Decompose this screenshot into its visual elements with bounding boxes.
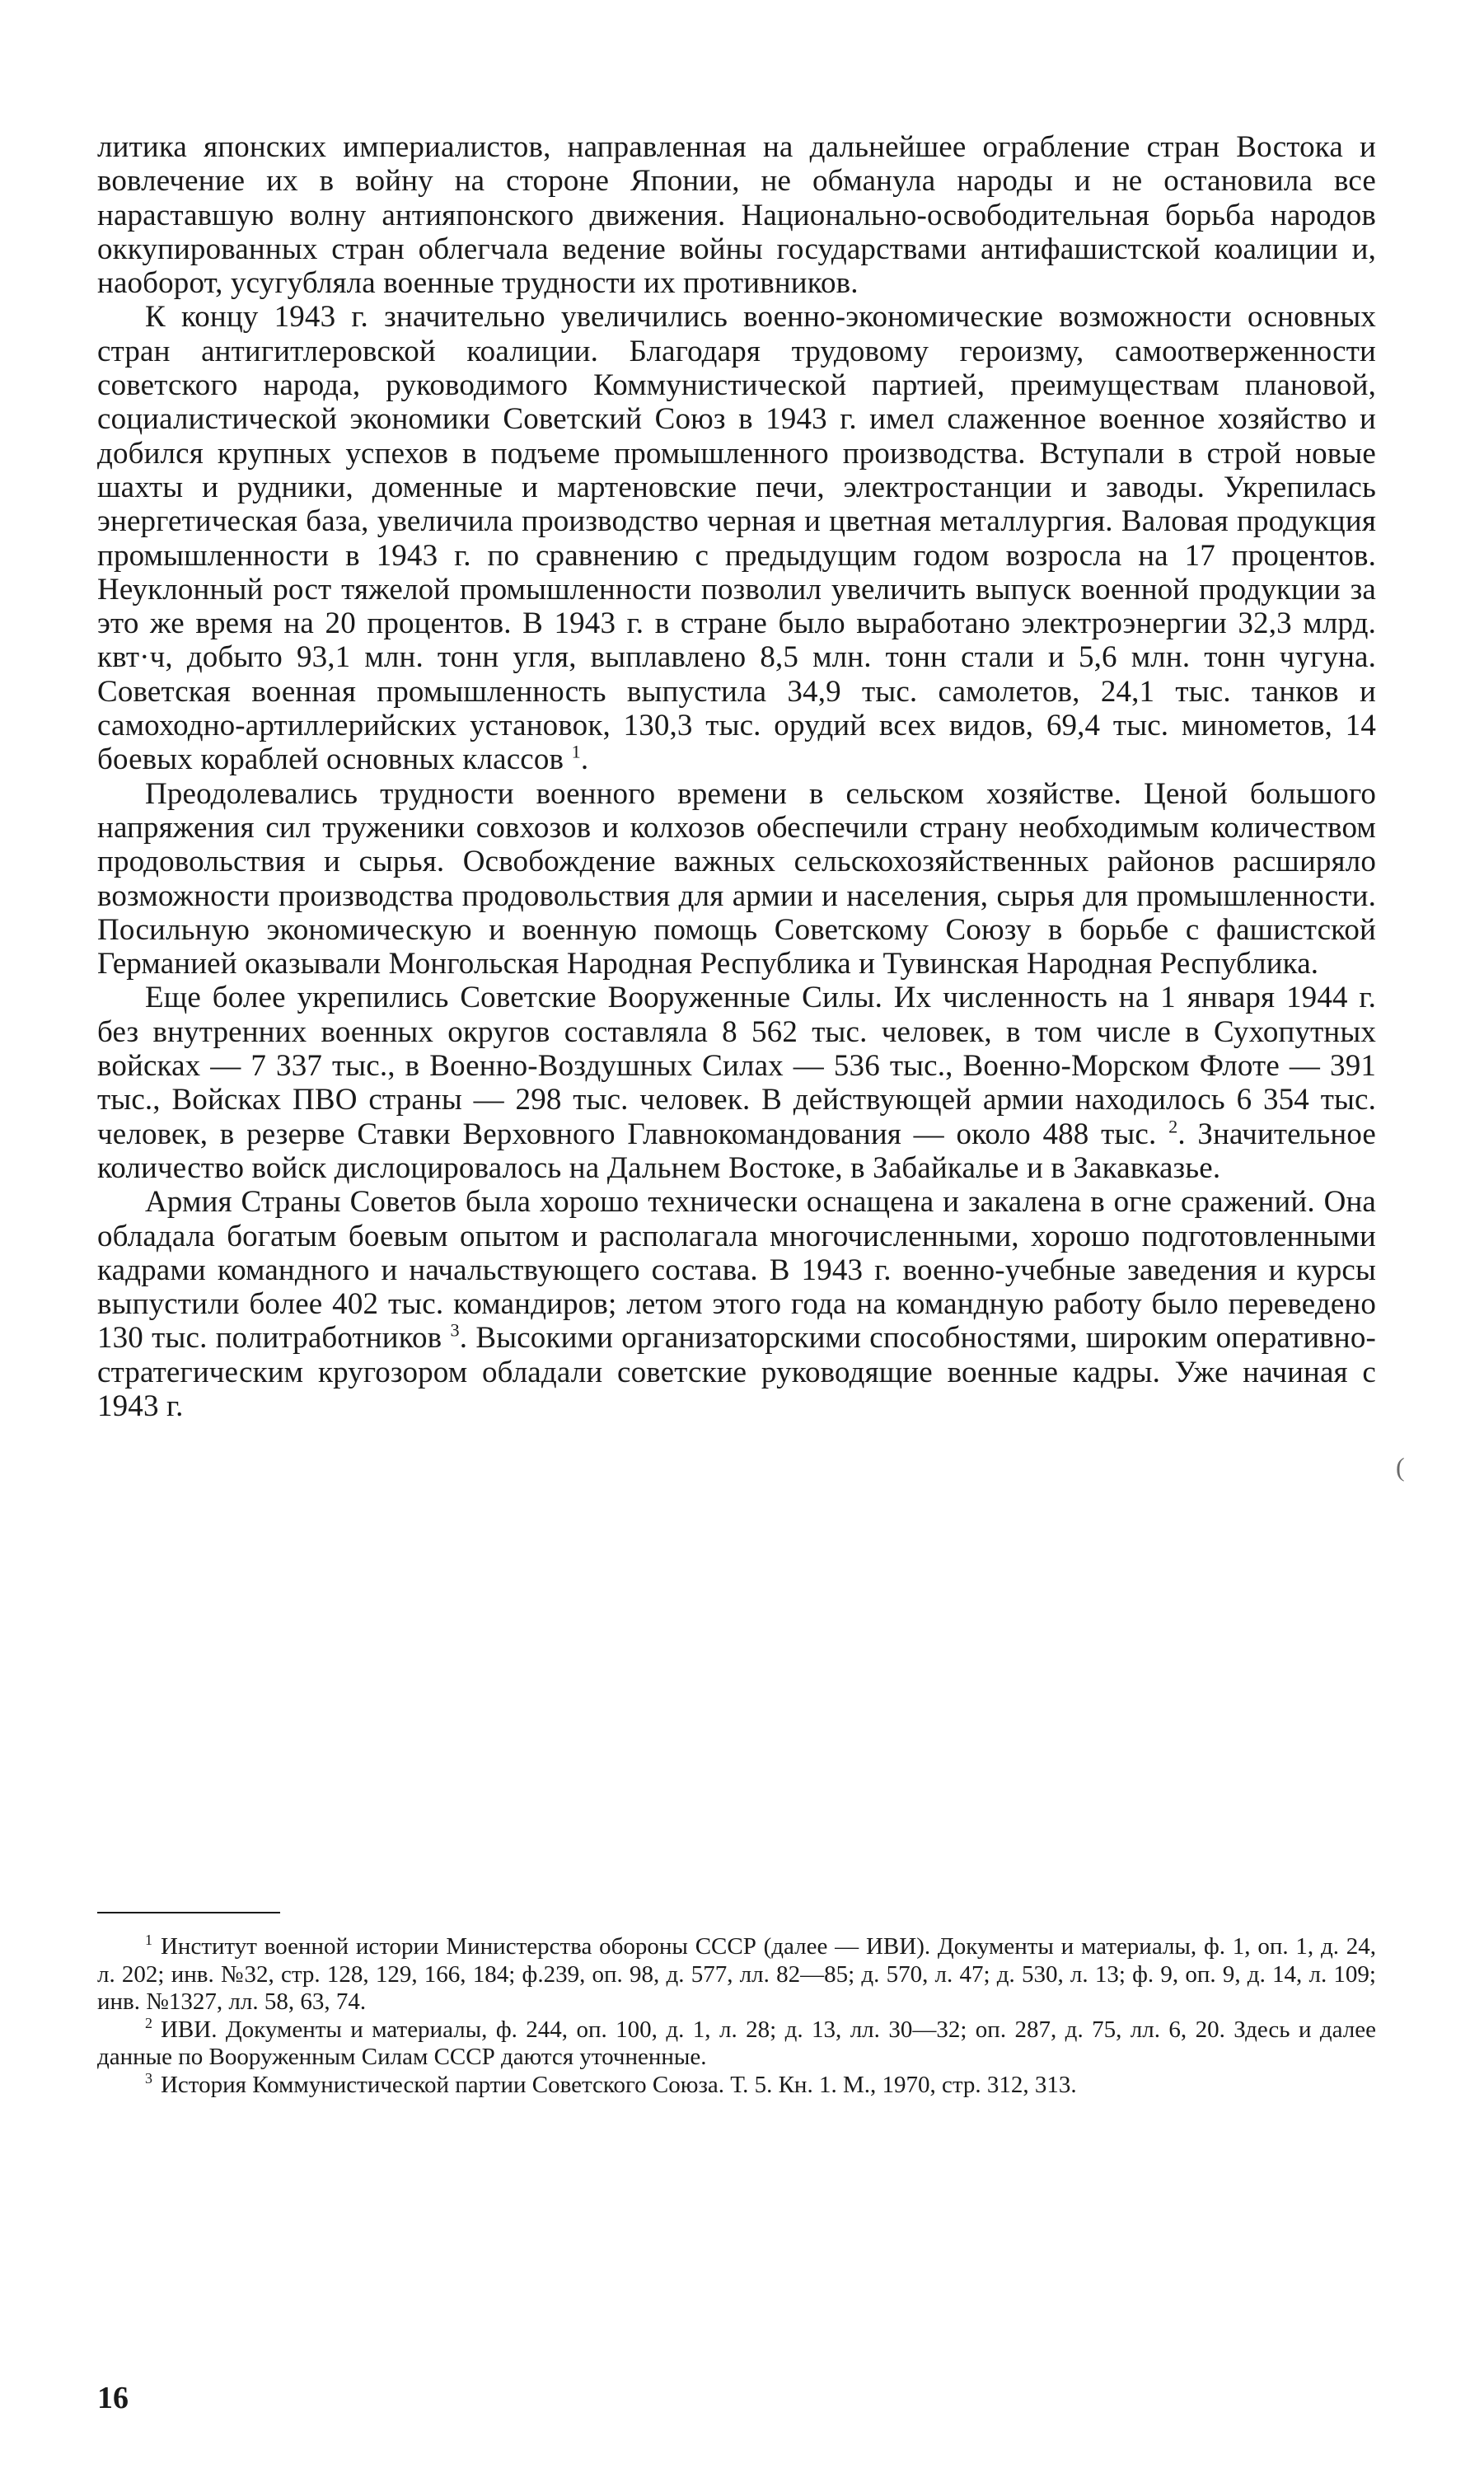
paragraph-1 [97, 130, 1376, 300]
main-text [97, 130, 1376, 1423]
footnote-2 [97, 2016, 1376, 2072]
footnote-reference: 2 [1168, 1116, 1178, 1137]
paragraph-2 [97, 300, 1376, 776]
paragraph-text: К концу 1943 г. значительно увеличились военно-экономические возможности основных стран антигитлеровской коалиции. Благодаря трудовому героизму, самоотверженности советского народа, руководимого Коммунистической партией, преимуществам плановой, социалистической экономики Советский Союз в 1943 г. имел слаженное военное хозяйство и добился крупных успехов в подъеме промышленного производства. Вступали в строй новые шахты и рудники, доменные и мартеновские печи, электростанции и заводы. Укрепилась энергетическая база, увеличила производство черная и цветная металлургия. Валовая продукция промышленности в 1943 г. по сравнению с предыдущим годом возросла на 17 процентов. Неуклонный рост тяжелой промышленности позволил увеличить выпуск военной продукции за это же время на 20 процентов. В 1943 г. в стране было выработано электроэнергии 32,3 млрд. квт·ч, добыто 93,1 млн. тонн угля, выплавлено 8,5 млн. тонн стали и 5,6 млн. тонн чугуна. Советская военная промышленность выпустила 34,9 тыс. самолетов, 24,1 тыс. танков и самоходно-артиллерийских установок, 130,3 тыс. орудий всех видов, 69,4 тыс. минометов, 14 боевых кораблей основных классов [97, 300, 1376, 777]
paragraph-3 [97, 777, 1376, 981]
footnote-text: История Коммунистической партии Советского Союза. Т. 5. Кн. 1. М., 1970, стр. 312, 313. [160, 2071, 1077, 2098]
footnote-reference: 1 [571, 742, 581, 763]
footnote-reference: 3 [450, 1320, 460, 1342]
paragraph-text: литика японских империалистов, направленная на дальнейшее ограбление стран Востока и вовлечение их в войну на стороне Японии, не обманула народы и не остановила все нараставшую волну антияпонского движения. Национально-освободительная борьба народов оккупированных стран облегчала ведение войны государствами антифашистской коалиции и, наоборот, усугубляла военные трудности их противников. [97, 130, 1376, 301]
paragraph-text: Еще более укрепились Советские Вооруженные Силы. Их численность на 1 января 1944 г. без внутренних военных округов составляла 8 562 тыс. человек, в том числе в Сухопутных войсках — 7 337 тыс., в Военно-Воздушных Силах — 536 тыс., Военно-Морском Флоте — 391 тыс., Войсках ПВО страны — 298 тыс. человек. В действующей армии находилось 6 354 тыс. человек, в резерве Ставки Верховного Главнокомандования — около 488 тыс. [97, 981, 1376, 1151]
paragraph-tail: . Высокими организаторскими способностями, широким оперативно-стратегическим кругозором обладали советские руководящие военные кадры. Уже начиная с 1943 г. [97, 1321, 1376, 1423]
footnote-divider [97, 1912, 280, 1913]
margin-pencil-mark: ( [1396, 1452, 1405, 1482]
page-number: 16 [97, 2381, 129, 2415]
paragraph-tail: . [580, 742, 589, 777]
footnote-3 [97, 2069, 1376, 2100]
paragraph-5 [97, 1185, 1376, 1423]
paragraph-text: Армия Страны Советов была хорошо технически оснащена и закалена в огне сражений. Она обладала богатым боевым опытом и располагала многочисленными, хорошо подготовленными кадрами командного и начальствующего состава. В 1943 г. военно-учебные заведения и курсы выпустили более 402 тыс. командиров; летом этого года на командную работу было переведено 130 тыс. политработников [97, 1185, 1376, 1356]
footnote-number: 2 [145, 2014, 152, 2031]
paragraph-tail: . Значительное количество войск дислоцировалось на Дальнем Востоке, в Забайкалье и в Закавказье. [97, 1117, 1376, 1185]
footnote-text: Институт военной истории Министерства обороны СССР (далее — ИВИ). Документы и материалы, ф. 1, оп. 1, д. 24, л. 202; инв. №32, стр. 128, 129, 166, 184; ф.239, оп. 98, д. 577, лл. 82—85; д. 570, л. 47; д. 530, л. 13; ф. 9, оп. 9, д. 14, л. 109; инв. №1327, лл. 58, 63, 74. [97, 1933, 1376, 2015]
paragraph-text: Преодолевались трудности военного времени в сельском хозяйстве. Ценой большого напряжения сил труженики совхозов и колхозов обеспечили страну необходимым количеством продовольствия и сырья. Освобождение важных сельскохозяйственных районов расширяло возможности производства продовольствия для армии и населения, сырья для промышленности. Посильную экономическую и военную помощь Советскому Союзу в борьбе с фашистской Германией оказывали Монгольская Народная Республика и Тувинская Народная Республика. [97, 776, 1376, 981]
footnote-number: 3 [145, 2069, 152, 2087]
footnote-text: ИВИ. Документы и материалы, ф. 244, оп. 100, д. 1, л. 28; д. 13, лл. 30—32; оп. 287, д. 75, лл. 6, 20. Здесь и далее данные по Вооруженным Силам СССР даются уточненные. [97, 2016, 1376, 2070]
footnote-number: 1 [145, 1932, 152, 1949]
footnote-1 [97, 1933, 1376, 2016]
footnotes-section [97, 1933, 1376, 2099]
paragraph-4 [97, 981, 1376, 1185]
